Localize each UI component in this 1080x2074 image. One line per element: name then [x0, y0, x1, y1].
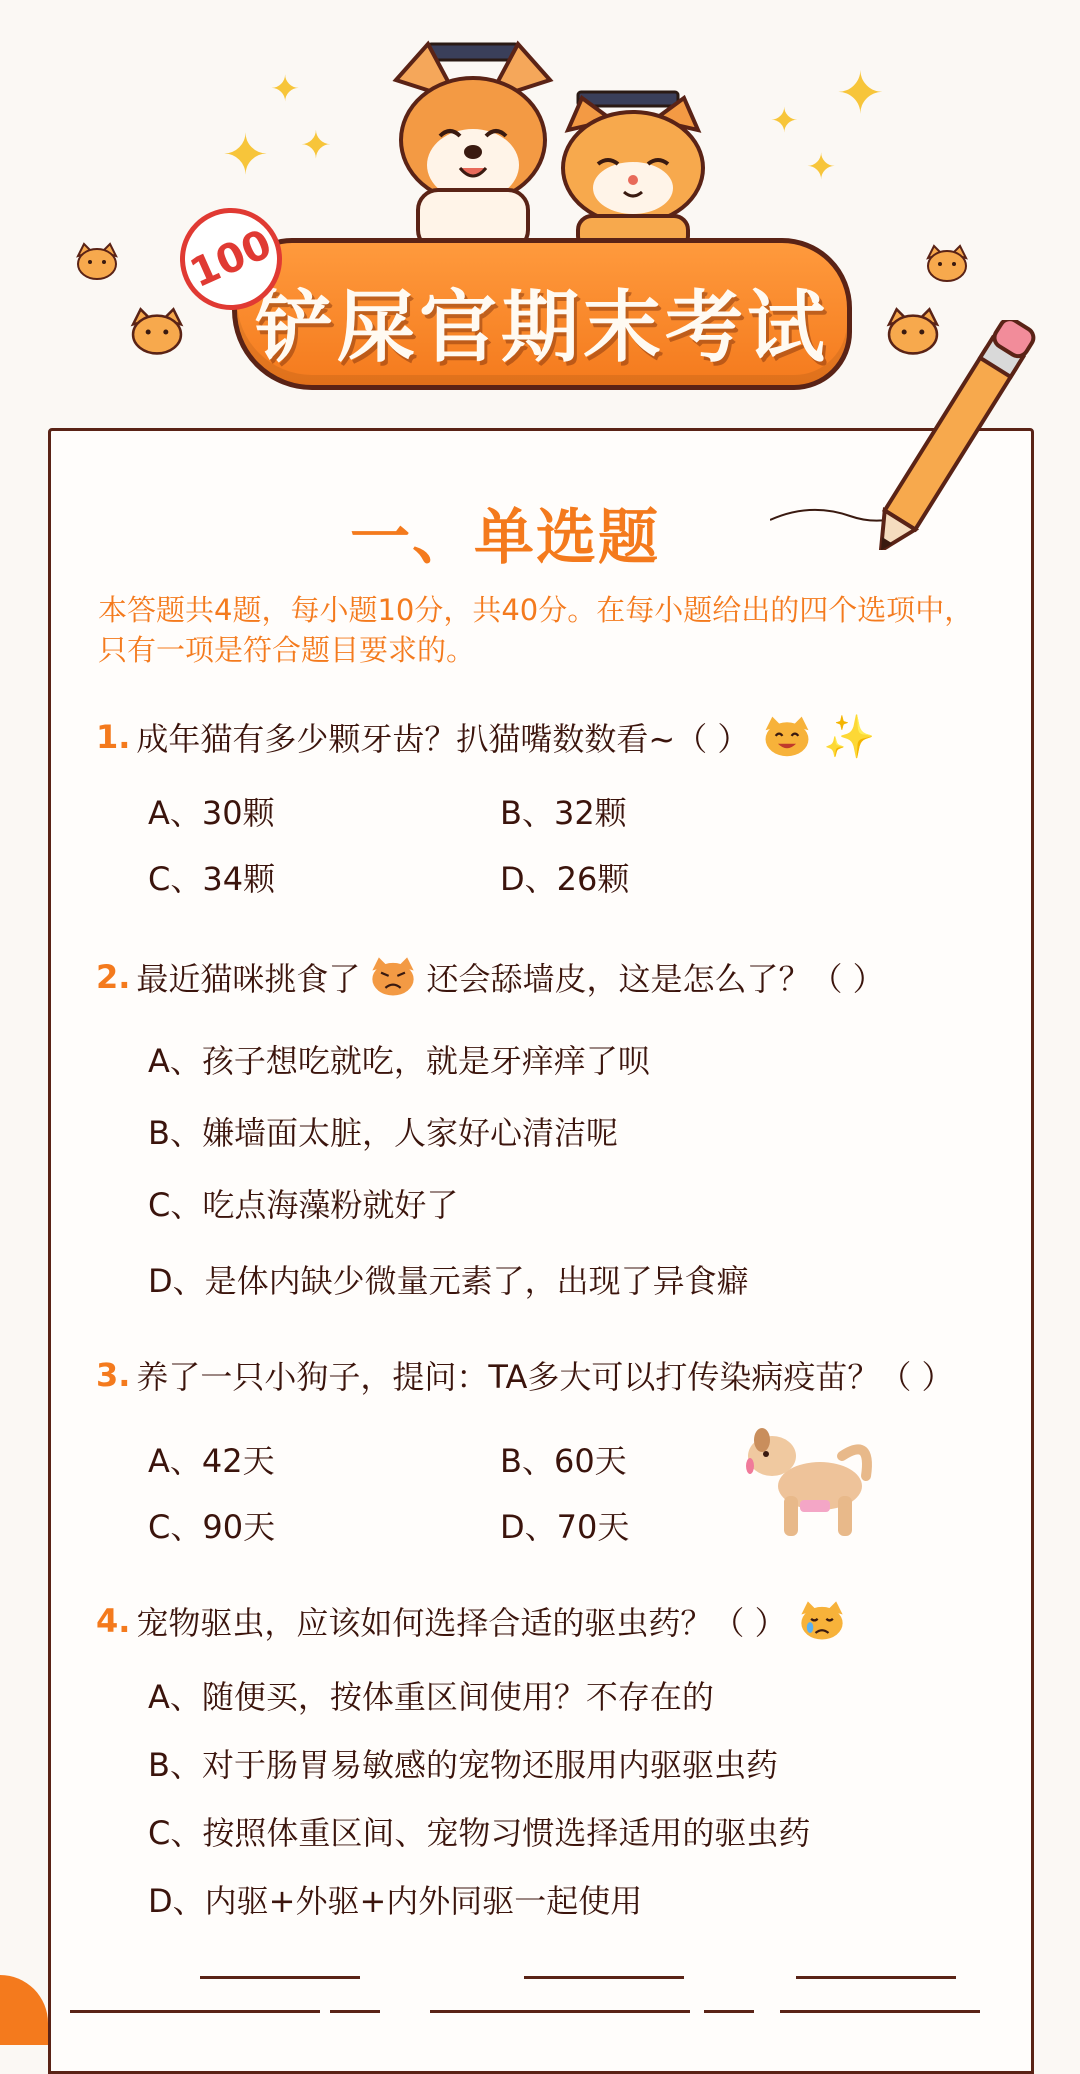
corgi-graduate-illustration [388, 40, 558, 250]
option-c[interactable]: C、90天 [148, 1508, 276, 1546]
small-cat-icon [128, 306, 186, 358]
divider [780, 2010, 980, 2013]
divider [200, 1976, 360, 1979]
question-number: 1. [96, 718, 131, 756]
divider [524, 1976, 684, 1979]
option-d[interactable]: D、是体内缺少微量元素了，出现了异食癖 [148, 1262, 749, 1300]
sparkle-icon: ✦ [300, 123, 332, 167]
question-text: 养了一只小狗子，提问：TA多大可以打传染病疫苗？（ ） [136, 1358, 954, 1396]
crying-cat-icon [797, 1598, 847, 1644]
option-d[interactable]: D、内驱+外驱+内外同驱一起使用 [148, 1882, 643, 1920]
sparkle-icon: ✦ [806, 147, 837, 188]
sparkle-icon: ✦ [222, 123, 269, 188]
question-number: 3. [96, 1356, 131, 1394]
dog-icon [742, 1426, 878, 1544]
title-banner [232, 238, 852, 390]
sparkles-icon: ✨ [823, 712, 876, 761]
question-number: 4. [96, 1602, 131, 1640]
question-text: 成年猫有多少颗牙齿？扒猫嘴数数看~（ ） [136, 720, 750, 758]
option-d[interactable]: D、26颗 [500, 860, 630, 898]
divider [704, 2010, 754, 2013]
cat-graduate-illustration [548, 90, 718, 250]
option-c[interactable]: C、34颗 [148, 860, 276, 898]
option-b[interactable]: B、嫌墙面太脏，人家好心清洁呢 [148, 1114, 618, 1152]
divider [796, 1976, 956, 1979]
option-b[interactable]: B、对于肠胃易敏感的宠物还服用内驱驱虫药 [148, 1746, 778, 1784]
option-a[interactable]: A、30颗 [148, 794, 275, 832]
score-badge: 100 [164, 192, 299, 327]
small-cat-icon [924, 244, 970, 284]
section-intro: 本答题共4题，每小题10分，共40分。在每小题给出的四个选项中，只有一项是符合题目要求的。 [98, 593, 974, 667]
option-d[interactable]: D、70天 [500, 1508, 630, 1546]
question-text-cont: 还会舔墙皮，这是怎么了？（ ） [426, 960, 885, 998]
grinning-cat-icon [761, 713, 813, 761]
sparkle-icon: ✦ [270, 69, 301, 110]
corner-accent [0, 1975, 48, 2045]
section-title: 一、单选题 [350, 503, 660, 573]
question-2 [96, 954, 885, 1000]
question-text: 最近猫咪挑食了 [136, 960, 361, 998]
question-text: 宠物驱虫，应该如何选择合适的驱虫药？（ ） [136, 1604, 787, 1642]
question-3 [96, 1352, 954, 1398]
option-c[interactable]: C、按照体重区间、宠物习惯选择适用的驱虫药 [148, 1814, 811, 1852]
option-a[interactable]: A、孩子想吃就吃，就是牙痒痒了呗 [148, 1042, 650, 1080]
question-1 [96, 712, 876, 762]
sparkle-icon: ✦ [770, 101, 799, 141]
option-a[interactable]: A、42天 [148, 1442, 275, 1480]
option-b[interactable]: B、60天 [500, 1442, 627, 1480]
question-number: 2. [96, 958, 131, 996]
question-4 [96, 1598, 847, 1644]
option-b[interactable]: B、32颗 [500, 794, 627, 832]
option-a[interactable]: A、随便买，按体重区间使用？不存在的 [148, 1678, 714, 1716]
option-c[interactable]: C、吃点海藻粉就好了 [148, 1186, 459, 1224]
page-title: 铲屎官期末考试 [254, 283, 829, 373]
small-cat-icon [74, 242, 120, 282]
divider [430, 2010, 690, 2013]
sparkle-icon: ✦ [836, 59, 885, 127]
pouting-cat-icon [368, 954, 418, 1000]
divider [330, 2010, 380, 2013]
divider [70, 2010, 320, 2013]
